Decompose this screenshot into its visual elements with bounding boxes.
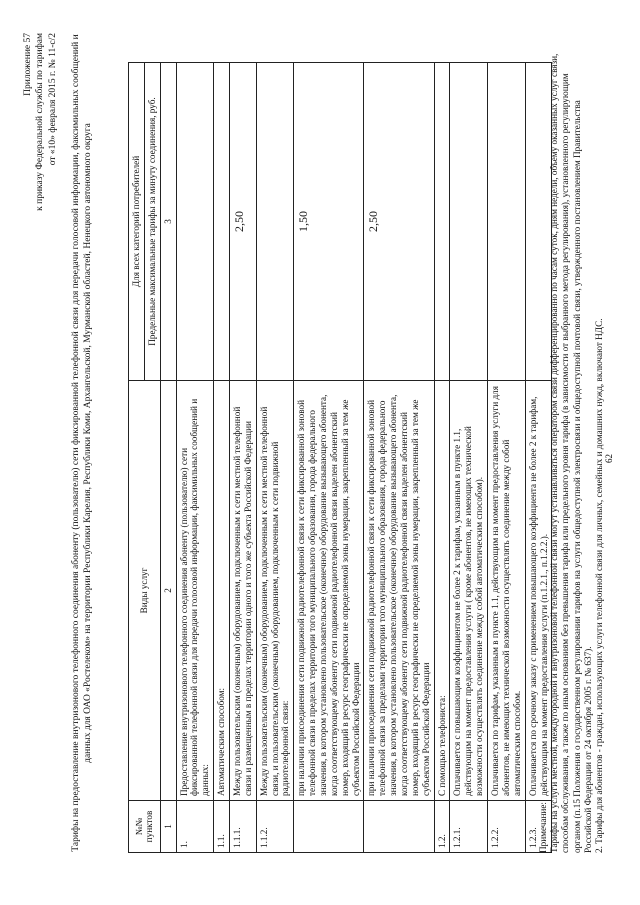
row-tariff-value [488,63,526,381]
row-number [294,801,364,853]
table-row [434,63,450,853]
row-number: 1.2. [434,801,450,853]
row-number: 1.2.1. [450,801,488,853]
index-cell: 3 [160,63,176,381]
table-row [176,63,214,853]
table-row [214,63,230,853]
tariff-table [128,62,552,853]
row-tariff-value [214,63,230,381]
row-tariff-value: 2,50 [230,63,257,381]
header-service: Виды услуг [129,381,161,801]
header-tariff: Предельные максимальные тарифы за минуту соединения, руб. [144,63,160,381]
index-cell: 1 [160,801,176,853]
row-tariff-value: 2,50 [364,63,434,381]
row-tariff-value [256,63,294,381]
note-label: Примечание: [538,802,548,853]
note-item-2: 2. Тарифы для абонентов - граждан, использующих услуги телефонной связи для личных, семейных и домашних нужд, включают НДС. [594,318,605,853]
row-service: Между пользовательским (оконечным) оборудованием, подключенным к сети местной телефонной связи, и пользовательским (оконечным) оборудованием, подключенным к сети подвижной радиотелефонной связи: [256,381,294,801]
note-item-1: Тарифы на услуги местной, междугородной и внутризоновой телефонной связи могут устанавливаться оператором связи дифференцированно по часам суток, дням недели, объему оказанных услуг связи, способам обслуживания, а также по иным основаниям без превышения тарифа или предельного уровня тарифа (в зависимости от выбранного метода регулирования), установленного регулирующим органом (п.15 Положения о государственном регулировании тарифов на услуги общедоступной электросвязи и общедоступной почтовой связи, утвержденного постановлением Правительства Российской Федерации от 24 октября 2005 г. № 637). [549,53,593,853]
row-number [364,801,434,853]
row-service: при наличии присоединения сети подвижной радиотелефонной связи к сети фиксированной зоновой телефонной связи в пределах территории того муниципального образования, города федерального значения, в котором установлено пользовательское (оконечное) оборудование вызывающего абонента, когда соответствующему абоненту сети подвижной радиотелефонной связи выделен абонентский номер, входящий в ресурс географически не определяемой зоны нумерации, закрепленный за тем же субъектом Российской Федерации [294,381,364,801]
appendix-number: Приложение 57 [23,33,33,96]
table-body [176,63,552,853]
row-service: при наличии присоединения сети подвижной радиотелефонной связи к сети фиксированной зоновой телефонной связи за пределами территории того муниципального образования, города федерального значения, в котором установлено пользовательское (оконечное) оборудование вызывающего абонента, когда соответствующему абоненту сети подвижной радиотелефонной связи выделен абонентский номер, входящий в ресурс географически не определяемой зоны нумерации, закрепленный за тем же субъектом Российской Федерации [364,381,434,801]
table-row [230,63,257,853]
table-row [364,63,434,853]
note-section [538,53,605,853]
table-row [450,63,488,853]
row-service: Предоставление внутризонового телефонного соединения абоненту (пользователю) сети фиксированной телефонной связи для передачи голосовой информации, факсимильных сообщений и данных: [176,381,214,801]
header-number: №№ пунктов [129,801,161,853]
row-number: 1.1.2. [256,801,294,853]
row-tariff-value [434,63,450,381]
appendix-header [22,33,59,273]
row-service: Оплачивается по срочному заказу с применением повышающего коэффициента не более 2 к тарифам, действующим на момент предоставления услуги (п.1.2.1., п.1.2.2.). [525,381,552,801]
page-number: 62 [604,454,614,463]
row-service: Оплачивается с повышающим коэффициентом не более 2 к тарифам, указанным в пункте 1.1, действующим на момент предоставления услуги ( кроме абонентов, не имеющих технической возможности осуществлять соединение между собой автоматическим способом). [450,381,488,801]
header-category: Для всех категорий потребителей [129,63,145,381]
row-number: 1.2.2. [488,801,526,853]
row-number: 1. [176,801,214,853]
table-row [294,63,364,853]
row-service: Оплачивается по тарифам, указанным в пункте 1.1, действующим на момент предоставления услуги для абонентов, не имеющих технической возможности осуществлять соединение между собой автоматическим способом. [488,381,526,801]
table-row [488,63,526,853]
index-cell: 2 [160,381,176,801]
row-tariff-value [450,63,488,381]
row-number: 1.2.3. [525,801,552,853]
row-number: 1.1.1. [230,801,257,853]
rotated-document [18,23,618,883]
row-service: Автоматическим способом: [214,381,230,801]
row-service: Между пользовательским (оконечным) оборудованием, подключенным к сети местной телефонной связи и размещенным в пределах территории одного и того же субъекта Российской Федерации [230,381,257,801]
row-number: 1.1. [214,801,230,853]
appendix-order: к приказу Федеральной службы по тарифам [35,33,46,211]
table-row [256,63,294,853]
row-tariff-value: 1,50 [294,63,364,381]
row-tariff-value [176,63,214,381]
appendix-date: от «10» февраля 2015 г. № 11-с/2 [47,33,58,166]
document-title: Тарифы на предоставление внутризонового телефонного соединения абоненту (пользователю) сети фиксированной телефонной связи для передачи голосовой информации, факсимильных сообщений и данных для ОАО «Ростелеком» на территории Республики Карелия, Республики Коми, Архангельской, Мурманской областей, Ненецкого автономного округа [71,34,94,852]
row-service: С помощью телефониста: [434,381,450,801]
